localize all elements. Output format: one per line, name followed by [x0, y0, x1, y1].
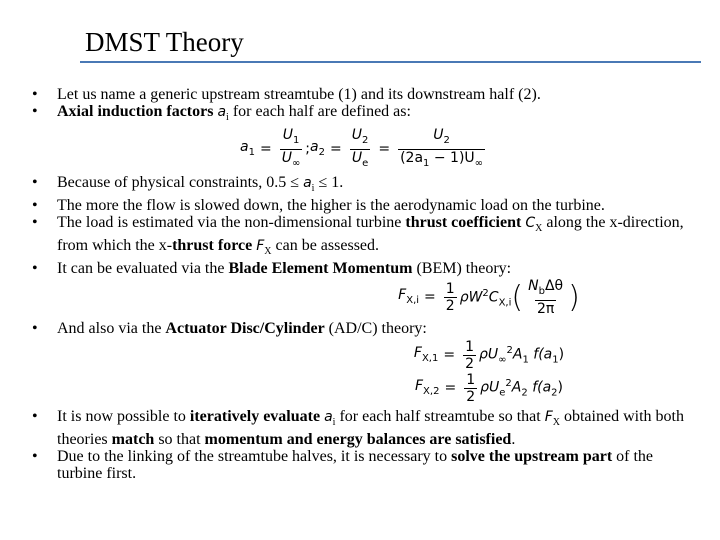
- bullet-iterative: • It is now possible to iteratively evaluate $a_i$ for each half streamtube so that $F_X$ obtained with both theories match so that momentum and energy balances are satisfied.: [32, 408, 684, 449]
- bullet-flow-slowed: [32, 197, 696, 214]
- eq-a2: $a_2$: [310, 138, 325, 158]
- title-underline: [80, 61, 701, 63]
- bullet-text: for each half are defined as:: [228, 103, 411, 120]
- slide-body: [32, 86, 696, 482]
- var-sub: i: [226, 112, 229, 124]
- var-sub: i: [311, 182, 315, 194]
- bullet-dot: •: [32, 260, 38, 278]
- equation-bem: $F_{X,i}$ = $\frac{1}{2}$ $\rho W^2C_{X,i}$ ( $\frac{N_b\Delta\theta}{2\pi}$ ): [398, 278, 580, 318]
- eq-a1: $a_1$: [240, 138, 255, 158]
- bullet-axial-induction: [32, 103, 696, 126]
- var-a: a: [217, 104, 227, 120]
- bullet-bem: • It can be evaluated via the Blade Element Momentum (BEM) theory:: [32, 260, 512, 278]
- eq-separator: ;: [305, 140, 311, 157]
- bullet-dot: •: [32, 196, 38, 214]
- bullet-dot: •: [32, 320, 38, 338]
- bullet-text: Let us name a generic upstream streamtube (1) and its downstream half (2).: [57, 86, 541, 103]
- frac-u2-expression: $\frac{U_2}{(2a_1 - 1)U_\infty}$: [398, 127, 485, 172]
- bullet-text: The more the flow is slowed down, the higher is the aerodynamic load on the turbine.: [57, 196, 605, 214]
- bullet-constraints: [32, 174, 696, 197]
- bullet-adc: • And also via the Actuator Disc/Cylinder (AD/C) theory:: [32, 320, 427, 338]
- var-a: a: [303, 174, 312, 191]
- bullet-dot: •: [32, 213, 38, 231]
- term-thrust-force: thrust force: [172, 237, 253, 255]
- equation-adc-1: $F_{X,1}$ = $\frac{1}{2}$ $\rho U_\infty^2A_1$ $f(a_1)$: [413, 339, 565, 373]
- bullet-dot: •: [32, 448, 38, 466]
- equation-adc-2: $F_{X,2}$ = $\frac{1}{2}$ $\rho U_e^2A_2$ $f(a_2)$: [414, 372, 564, 406]
- bullet-dot: •: [32, 103, 38, 120]
- bullet-linking: • Due to the linking of the streamtube halves, it is necessary to solve the upstream part of the turbine first.: [32, 448, 654, 483]
- frac-u2-ue: $\frac{U_2}{U_e}$: [350, 127, 371, 172]
- bullet-dot: •: [32, 173, 38, 191]
- term-balances: momentum and energy balances are satisfied: [204, 431, 512, 449]
- term-adc: Actuator Disc/Cylinder: [165, 320, 325, 338]
- bullet-dot: •: [32, 408, 38, 426]
- slide-title: DMST Theory: [85, 27, 244, 57]
- frac-u1-uinf: $\frac{U_1}{U_\infty}$: [280, 127, 303, 172]
- term-axial-induction: Axial induction factors: [57, 103, 214, 120]
- term-match: match: [111, 431, 155, 449]
- term-bem: Blade Element Momentum: [228, 260, 413, 278]
- equation-induction-factors: $a_1$ = $\frac{U_1}{U_\infty}$ ; $a_2$ = $\frac{U_2}{U_e}$ = $\frac{U_2}{(2a_1 - 1)U_\infty}$: [32, 127, 696, 172]
- term-thrust-coefficient: thrust coefficient: [405, 213, 522, 231]
- term-solve-upstream: solve the upstream part: [451, 448, 613, 466]
- bullet-thrust-coefficient: • The load is estimated via the non-dimensional turbine thrust coefficient $C_X$ along the x-direction, from which the x-thrust force $F_X$ can be assessed.: [32, 213, 684, 258]
- bullet-text: Because of physical constraints, 0.5 ≤: [57, 173, 304, 191]
- bullet-text: ≤ 1.: [314, 173, 344, 191]
- bullet-streamtube-naming: [32, 86, 696, 103]
- term-iteratively-evaluate: iteratively evaluate: [189, 408, 321, 426]
- bullet-dot: •: [32, 86, 38, 103]
